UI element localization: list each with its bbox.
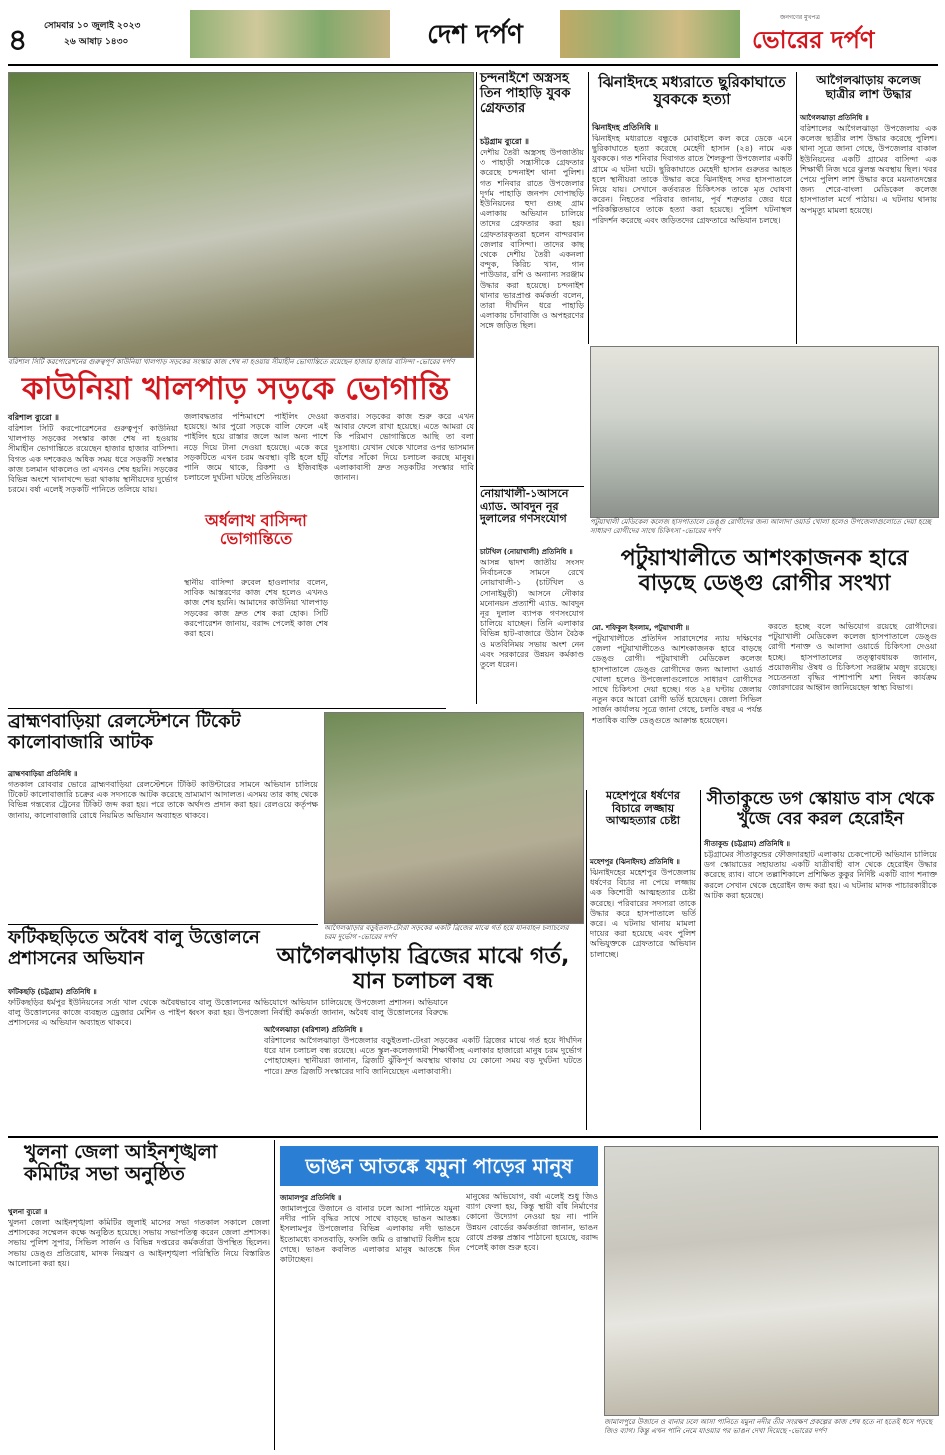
bridge-headline: আগৈলঝাড়ায় ব্রিজের মাঝে গর্ত, যান চলাচল বন্ধ bbox=[276, 944, 570, 995]
maheshpur-byline: মহেশপুর (ঝিনাইদহ) প্রতিনিধি ॥ bbox=[590, 858, 680, 866]
kaunia-byline: বরিশাল ব্যুরো ॥ bbox=[8, 413, 59, 422]
jhenaidah-byline: ঝিনাইদহ প্রতিনিধি ॥ bbox=[592, 123, 659, 132]
patuakhali-headline: পটুয়াখালীতে আশংকাজনক হারে বাড়ছে ডেঙ্গু রোগীর সংখ্যা bbox=[620, 546, 909, 597]
kaunia-road-photo bbox=[8, 72, 474, 358]
vrule-3 bbox=[796, 72, 797, 344]
patuakhali-body-col1: পটুয়াখালীতে প্রতিদিন সারাদেশের ন্যায় দক্ষিণের জেলা পটুয়াখালীতেও আশংকাজনক হারে বাড়ছে ডেঙ্গু রোগী। পটুয়াখালী মেডিকেল কলেজ হাসপাতালে ডেঙ্গু রোগীদের জন্য আলাদা ওয়ার্ড খোলা হলেও উপজেলাগুলোতে সাধারণ রোগীদের সাথে চিকিৎসা দেয়া হচ্ছে। গত ২৪ ঘণ্টায় জেলায় নতুন করে আরো রোগী ভর্তি হয়েছেন। জেলা সিভিল সার্জন কার্যালয় সূত্রে জানা গেছে, চলতি বছর এ পর্যন্ত শতাধিক ব্যক্তি ডেঙ্গুতে আক্রান্ত হয়েছেন। bbox=[592, 634, 762, 725]
kaunia-photo-caption: বরিশাল সিটি করপোরেশনের গুরুত্বপূর্ণ কাউনিয়া খালপাড় সড়কের সংস্কার কাজ শেষ না হওয়ায় সীমাহীন ভোগান্তিতে রয়েছেন হাজার হাজার বাসিন্দা -ভোরের দর্পণ bbox=[8, 358, 455, 366]
patuakhali-body-col2: করতে হচ্ছে বলে অভিযোগ রয়েছে রোগীদের। পটুয়াখালী মেডিকেল কলেজ হাসপাতালে ডেঙ্গু রোগী শনাক্ত ও আলাদা ওয়ার্ডে চিকিৎসা দেওয়া হচ্ছে। হাসপাতালের তত্ত্বাবধায়ক জানান, প্রয়োজনীয় ঔষধ ও চিকিৎসা সরঞ্জাম মজুদ রয়েছে। সচেতনতা বৃদ্ধির পাশাপাশি মশা নিধন কার্যক্রম জোরদারের আহ্বান জানিয়েছেন স্বাস্থ্য বিভাগ। bbox=[768, 622, 937, 693]
kaunia-headline: কাউনিয়া খালপাড় সড়কে ভোগান্তি bbox=[22, 371, 450, 407]
agailjhara-college-body: বরিশালের আগৈলঝাড়া উপজেলায় এক কলেজ ছাত্রীর লাশ উদ্ধার করেছে পুলিশ। থানা সূত্রে জানা গেছে, উপজেলার বাকাল ইউনিয়নের একটি গ্রামের বাসিন্দা এক শিক্ষার্থী নিজ ঘরে ঝুলন্ত অবস্থায় ছিল। খবর পেয়ে পুলিশ লাশ উদ্ধার করে ময়নাতদন্তের জন্য শেরে-বাংলা মেডিকেল কলেজ হাসপাতাল মর্গে পাঠায়। এ ঘটনায় থানায় অপমৃত্যু মামলা হয়েছে। bbox=[800, 124, 937, 215]
bridge-body: বরিশালের আগৈলঝাড়া উপজেলার বড়ুইতলা-টেংরা সড়কের একটি ব্রিজের মাঝে গর্ত হয়ে দীর্ঘদিন ধরে যান চলাচল বন্ধ রয়েছে। এতে স্কুল-কলেজগামী শিক্ষার্থীসহ এলাকার হাজারো মানুষ চরম দুর্ভোগ পোহাচ্ছেন। স্থানীয়রা জানান, ব্রিজটি ঝুঁকিপূর্ণ অবস্থায় থাকায় যে কোনো সময় বড় দুর্ঘটনা ঘটতে পারে। দ্রুত ব্রিজটি সংস্কারের দাবি জানিয়েছেন এলাকাবাসী। bbox=[264, 1036, 582, 1076]
chandanaish-body: দেশীয় তৈরী অস্ত্রসহ উপজাতীয় ৩ পাহাড়ী সন্ত্রাসীকে গ্রেফতার করেছে চন্দনাইশ থানা পুলিশ। গত শনিবার রাতে উপজেলার দূর্গম পাহাড়ি জনপদ দোপাছড়ি ইউনিয়নের হুদা গুচ্ছ গ্রাম এলাকায় অভিযান চালিয়ে তাদের গ্রেফতার করা হয়। গ্রেফতারকৃতরা হলেন বান্দরবান জেলার বাসিন্দা। তাদের কাছ থেকে দেশীয় তৈরী একনলা বন্দুক, কিরিচ খান, গান পাউডার, রশি ও অন্যান্য সরঞ্জাম উদ্ধার করা হয়েছে। চন্দনাইশ থানার ভারপ্রাপ্ত কর্মকর্তা বলেন, তারা দীর্ঘদিন ধরে পাহাড়ি এলাকায় চাঁদাবাজি ও অপহরণের সঙ্গে জড়িত ছিল। bbox=[480, 148, 584, 331]
kaunia-body-col2b: স্থানীয় বাসিন্দা রুবেল হাওলাদার বলেন, সাবিক আস্তরণের কাজ শেষ হলেও এখনও কাজ শেষ হয়নি। আমাদের কাউনিয়া খালপাড় সড়কের কাজ দ্রুত শেষ করা হোক। সিটি করপোরেশন জানায়, বরাদ্দ পেলেই কাজ শেষ করা হবে। bbox=[184, 578, 328, 639]
patuakhali-byline: মো. শফিকুল ইসলাম, পটুয়াখালী ॥ bbox=[592, 624, 690, 632]
page-header bbox=[0, 0, 945, 70]
khulna-headline: খুলনা জেলা আইনশৃঙ্খলা কমিটির সভা অনুষ্ঠিত bbox=[24, 1141, 218, 1185]
khulna-byline: খুলনা ব্যুরো ॥ bbox=[8, 1208, 48, 1216]
jamuna-photo-caption: জামালপুরে উজানে ও বানার ঢলে আসা পানিতে যমুনা নদীর তীর সংরক্ষণ প্রকল্পের কাজ শেষ হতে না হতেই ধসে পড়ছে জিও ব্যাগ। কিন্তু এখন পানি নেমে যাওয়ার পর ভাঙন দেখা দিয়েছে -ভোরের দর্পণ bbox=[604, 1418, 933, 1435]
chandanaish-headline: চন্দনাইশে অস্ত্রসহ তিন পাহাড়ি যুবক গ্রেফতার bbox=[480, 71, 571, 116]
hrule-bottom bbox=[8, 1136, 938, 1138]
jamuna-headline: ভাঙন আতঙ্কে যমুনা পাড়ের মানুষ bbox=[280, 1146, 598, 1186]
paper-tagline: জনগণের মুখপত্র bbox=[780, 14, 820, 21]
agailjhara-college-byline: আগৈলঝাড়া প্রতিনিধি ॥ bbox=[800, 114, 869, 122]
sitakunda-byline: সীতাকুন্ড (চট্টগ্রাম) প্রতিনিধি ॥ bbox=[704, 840, 791, 848]
bridge-photo-caption: আগৈলঝাড়ার বড়ুইতলা-টেংরা সড়কের একটি ব্রিজের মাঝে গর্ত হয়ে যানবাহন চলাচলের চরম দুর্ভোগ -ভোরের দর্পণ bbox=[324, 924, 569, 941]
jhenaidah-body: ঝিনাইদহ মধ্যরাতে বন্ধুকে মোবাইলে কল করে ডেকে এনে ছুরিকাঘাতে হত্যা করেছে মেহেদী হাসান (২৪) নামে এক যুবককে। গত শনিবার দিবাগত রাতে শৈলকুপা উপজেলার একটি গ্রামে এ ঘটনা ঘটে। ছুরিকাঘাতে মেহেদী হাসান গুরুতর আহত হলে স্থানীয়রা তাকে উদ্ধার করে ঝিনাইদহ সদর হাসপাতালে নিয়ে যায়। সেখানে কর্তব্যরত চিকিৎসক তাকে মৃত ঘোষণা করেন। নিহতের পরিবার জানায়, পূর্ব শত্রুতার জের ধরে পরিকল্পিতভাবে তাকে হত্যা করা হয়েছে। পুলিশ ঘটনাস্থল পরিদর্শন করেছে এবং জড়িতদের গ্রেফতারে অভিযান চলছে। bbox=[592, 134, 792, 225]
sitakunda-headline: সীতাকুন্ডে ডগ স্কোয়াড বাস থেকে খুঁজে বের করল হেরোইন bbox=[706, 789, 935, 829]
section-title: দেশ দর্পণ bbox=[427, 20, 523, 50]
dengue-photo-caption: পটুয়াখালী মেডিকেল কলেজ হাসপাতালে ডেঙ্গু রোগীদের জন্য আলাদা ওয়ার্ড খোলা হলেও উপজেলাগুলোতে দেয়া হচ্ছে সাধারণ রোগীদের সাথে চিকিৎসা -ভোরের দর্পণ bbox=[590, 518, 932, 535]
header-photo-strip-left bbox=[190, 10, 390, 58]
publication-date: সোমবার ১০ জুলাই ২০২৩ bbox=[44, 21, 141, 31]
sitakunda-body: চট্টগ্রামের সীতাকুন্ডের ফৌজদারহাট এলাকায় চেকপোস্টে অভিযান চালিয়ে ডগ স্কোয়াডের সহায়তায় একটি যাত্রীবাহী বাস থেকে হেরোইন উদ্ধার করেছে র‌্যাব। বাসে তল্লাশিকালে প্রশিক্ষিত কুকুর নির্দিষ্ট একটি ব্যাগ শনাক্ত করলে সেখান থেকে হেরোইন জব্দ করা হয়। এ ঘটনায় মাদক পাচারকারীকে আটক করা হয়েছে। bbox=[704, 850, 937, 900]
hrule-left-1 bbox=[8, 708, 446, 709]
dengue-ward-photo bbox=[590, 346, 939, 518]
noakhali-byline: চাটখিল (নোয়াখালী) প্রতিনিধি ॥ bbox=[480, 548, 573, 556]
kaunia-subhead: অর্ধলাখ বাসিন্দা ভোগান্তিতে bbox=[205, 511, 307, 549]
maheshpur-headline: মহেশপুরে ধর্ষণের বিচারে লজ্জায় আত্মহত্যার চেষ্টা bbox=[606, 789, 680, 828]
bangla-date: ২৬ আষাঢ় ১৪৩০ bbox=[64, 37, 129, 47]
vrule-6 bbox=[274, 1140, 275, 1450]
fatikchhari-byline: ফটিকছড়ি (চট্টগ্রাম) প্রতিনিধি ॥ bbox=[8, 988, 97, 996]
paper-name: ভোরের দর্পণ bbox=[752, 25, 875, 54]
hrule-left-2 bbox=[8, 924, 318, 925]
header-rule bbox=[8, 64, 938, 66]
kaunia-body-col1: বরিশাল সিটি করপোরেশনের গুরুত্বপূর্ণ কাউনিয়া খালপাড় সড়কের সংস্কার কাজ শেষ না হওয়ায় সীমাহীন ভোগান্তিতে রয়েছেন হাজার হাজার বাসিন্দা। বিগত এক দশকেরও অধিক সময় ধরে সড়কটি সংস্কার কাজ চলমান থাকলেও তা এখনও শেষ হয়নি। সড়কের বিভিন্ন অংশে খানাখন্দে ভরা থাকায় স্থানীয়দের দুর্ভোগ চরমে। বর্ষা এলেই সড়কটি পানিতে তলিয়ে যায়। bbox=[8, 424, 178, 495]
brahmanbaria-byline: ব্রাহ্মণবাড়িয়া প্রতিনিধি ॥ bbox=[8, 770, 78, 778]
agailjhara-college-headline: আগৈলঝাড়ায় কলেজ ছাত্রীর লাশ উদ্ধার bbox=[816, 73, 921, 101]
fatikchhari-body: ফটিকছড়ির ধর্মপুর ইউনিয়নের সর্তা খাল থেকে অবৈধভাবে বালু উত্তোলনের অভিযোগে অভিযান চালিয়েছে উপজেলা প্রশাসন। অভিযানে বালু উত্তোলনের কাজে ব্যবহৃত ড্রেজার মেশিন ও পাইপ ধ্বংস করা হয়। উপজেলা নির্বাহী কর্মকর্তা জানান, অবৈধ বালু উত্তোলনের বিরুদ্ধে প্রশাসনের এ অভিযান অব্যাহত থাকবে। bbox=[8, 998, 448, 1028]
jamuna-byline: জামালপুর প্রতিনিধি ॥ bbox=[280, 1194, 342, 1202]
noakhali-body: আসন্ন দ্বাদশ জাতীয় সংসদ নির্বাচনকে সামনে রেখে নোয়াখালী-১ (চাটখিল ও সোনাইমুড়ী) আসনে নৌকার মনোনয়ন প্রত্যাশী এ্যাড. আবদুন নূর দুলাল ব্যাপক গণসংযোগ চালিয়ে যাচ্ছেন। তিনি এলাকার বিভিন্ন হাট-বাজারে উঠান বৈঠক ও মতবিনিময় সভায় অংশ নেন এবং সরকারের উন্নয়ন কর্মকাণ্ড তুলে ধরেন। bbox=[480, 558, 584, 670]
header-photo-strip-right bbox=[560, 10, 740, 58]
brahmanbaria-body: গতকাল রোববার ভোরে ব্রাহ্মণবাড়িয়া রেলস্টেশনে টিকিট কাউন্টারের সামনে অভিযান চালিয়ে টিকেট কালোবাজারি চক্রের এক সদস্যকে আটক করেছে ভ্রাম্যমাণ আদালত। এসময় তার কাছ থেকে বিভিন্ন গন্তব্যের ট্রেনের টিকিট জব্দ করা হয়। পরে তাকে অর্থদণ্ড প্রদান করা হয়। রেলওয়ে কর্তৃপক্ষ জানায়, কালোবাজারি রোধে নিয়মিত অভিযান অব্যাহত থাকবে। bbox=[8, 780, 318, 820]
vrule-2 bbox=[588, 72, 589, 344]
jamuna-body-col1: জামালপুরে উজানে ও বানার ঢলে আসা পানিতে যমুনা নদীর পানি বৃদ্ধির সাথে সাথে বাড়ছে ভাঙন আতঙ্ক। ইসলামপুর উপজেলার বিভিন্ন এলাকায় নদী ভাঙনে ইতোমধ্যে বসতবাড়ি, ফসলি জমি ও রাস্তাঘাট বিলীন হয়ে গেছে। ভাঙন কবলিত এলাকার মানুষ আতঙ্কে দিন কাটাচ্ছেন। bbox=[280, 1204, 460, 1265]
maheshpur-body: ঝিনাইদহের মহেশপুর উপজেলায় ধর্ষণের বিচার না পেয়ে লজ্জায় এক কিশোরী আত্মহত্যার চেষ্টা করেছে। পরিবারের সদস্যরা তাকে উদ্ধার করে হাসপাতালে ভর্তি করে। এ ঘটনায় থানায় মামলা দায়ের করা হয়েছে এবং পুলিশ অভিযুক্তকে গ্রেফতারে অভিযান চালাচ্ছে। bbox=[590, 868, 696, 959]
noakhali-headline: নোয়াখালী-১আসনে এ্যাড. আবদুন নূর দুলালের গণসংযোগ bbox=[480, 487, 569, 526]
bridge-byline: আগৈলঝাড়া (বরিশাল) প্রতিনিধি ॥ bbox=[264, 1026, 363, 1034]
fatikchhari-headline: ফটিকছড়িতে অবৈধ বালু উত্তোলনে প্রশাসনের অভিযান bbox=[8, 927, 260, 969]
brahmanbaria-headline: ব্রাহ্মণবাড়িয়া রেলস্টেশনে টিকেট কালোবাজারি আটক bbox=[8, 711, 241, 753]
vrule-5 bbox=[700, 790, 701, 1130]
vrule-1 bbox=[476, 72, 477, 704]
bridge-photo bbox=[324, 712, 584, 924]
khulna-body: খুলনা জেলা আইনশৃঙ্খলা কমিটির জুলাই মাসের সভা গতকাল সকালে জেলা প্রশাসকের সম্মেলন কক্ষে অনুষ্ঠিত হয়েছে। সভায় সভাপতিত্ব করেন জেলা প্রশাসক। সভায় পুলিশ সুপার, সিভিল সার্জন ও বিভিন্ন দপ্তরের কর্মকর্তারা উপস্থিত ছিলেন। সভায় ডেঙ্গু প্রতিরোধ, মাদক নিয়ন্ত্রণ ও আইনশৃঙ্খলা পরিস্থিতি নিয়ে বিস্তারিত আলোচনা করা হয়। bbox=[8, 1218, 270, 1268]
vrule-4 bbox=[586, 790, 587, 1130]
chandanaish-byline: চট্টগ্রাম ব্যুরো ॥ bbox=[480, 137, 529, 146]
jhenaidah-headline: ঝিনাইদহে মধ্যরাতে ছুরিকাঘাতে যুবককে হত্যা bbox=[598, 73, 786, 109]
jamuna-erosion-photo bbox=[604, 1146, 939, 1416]
page-number: ৪ bbox=[8, 23, 28, 58]
kaunia-body-col2: জলাবদ্ধতার পশ্চিমাংশে পাইলিং দেওয়া হয়েছে। আর পুরো সড়কে বালি ফেলে এই পাইলিং হয়ে রাস্তার জলে আল অন্য পাশে নড়ে দিয়ে টানা দেওয়া হয়েছে। একে করে সড়কটিতে এখন চরম অবস্থা। বৃষ্টি হলে হাঁটু পানি জমে থাকে, রিকশা ও ইজিবাইক চলাচলে দুর্ঘটনা ঘটছে প্রতিনিয়ত। bbox=[184, 412, 328, 483]
kaunia-body-col3: কতবার। সড়কের কাজ শুরু করে এখন আবার ফেলে রাখা হয়েছে। এতে আমরা যে কি পরিমাণ ভোগান্তিতে আছি তা বলা দুঃসাধ্য। যেখান থেকে খালের ওপর ভাসমান বাঁশের সাঁকো দিয়ে চলাচল করছে মানুষ। এলাকাবাসী দ্রুত সড়কটির সংস্কার দাবি জানান। bbox=[334, 412, 474, 483]
jamuna-body-col2: মানুষের অভিযোগ, বর্ষা এলেই শুধু জিও ব্যাগ ফেলা হয়, কিন্তু স্থায়ী বাঁধ নির্মাণের কোনো উদ্যোগ নেওয়া হয় না। পানি উন্নয়ন বোর্ডের কর্মকর্তারা জানান, ভাঙন রোধে প্রকল্প প্রস্তাব পাঠানো হয়েছে, বরাদ্দ পেলেই কাজ শুরু হবে। bbox=[466, 1192, 598, 1253]
